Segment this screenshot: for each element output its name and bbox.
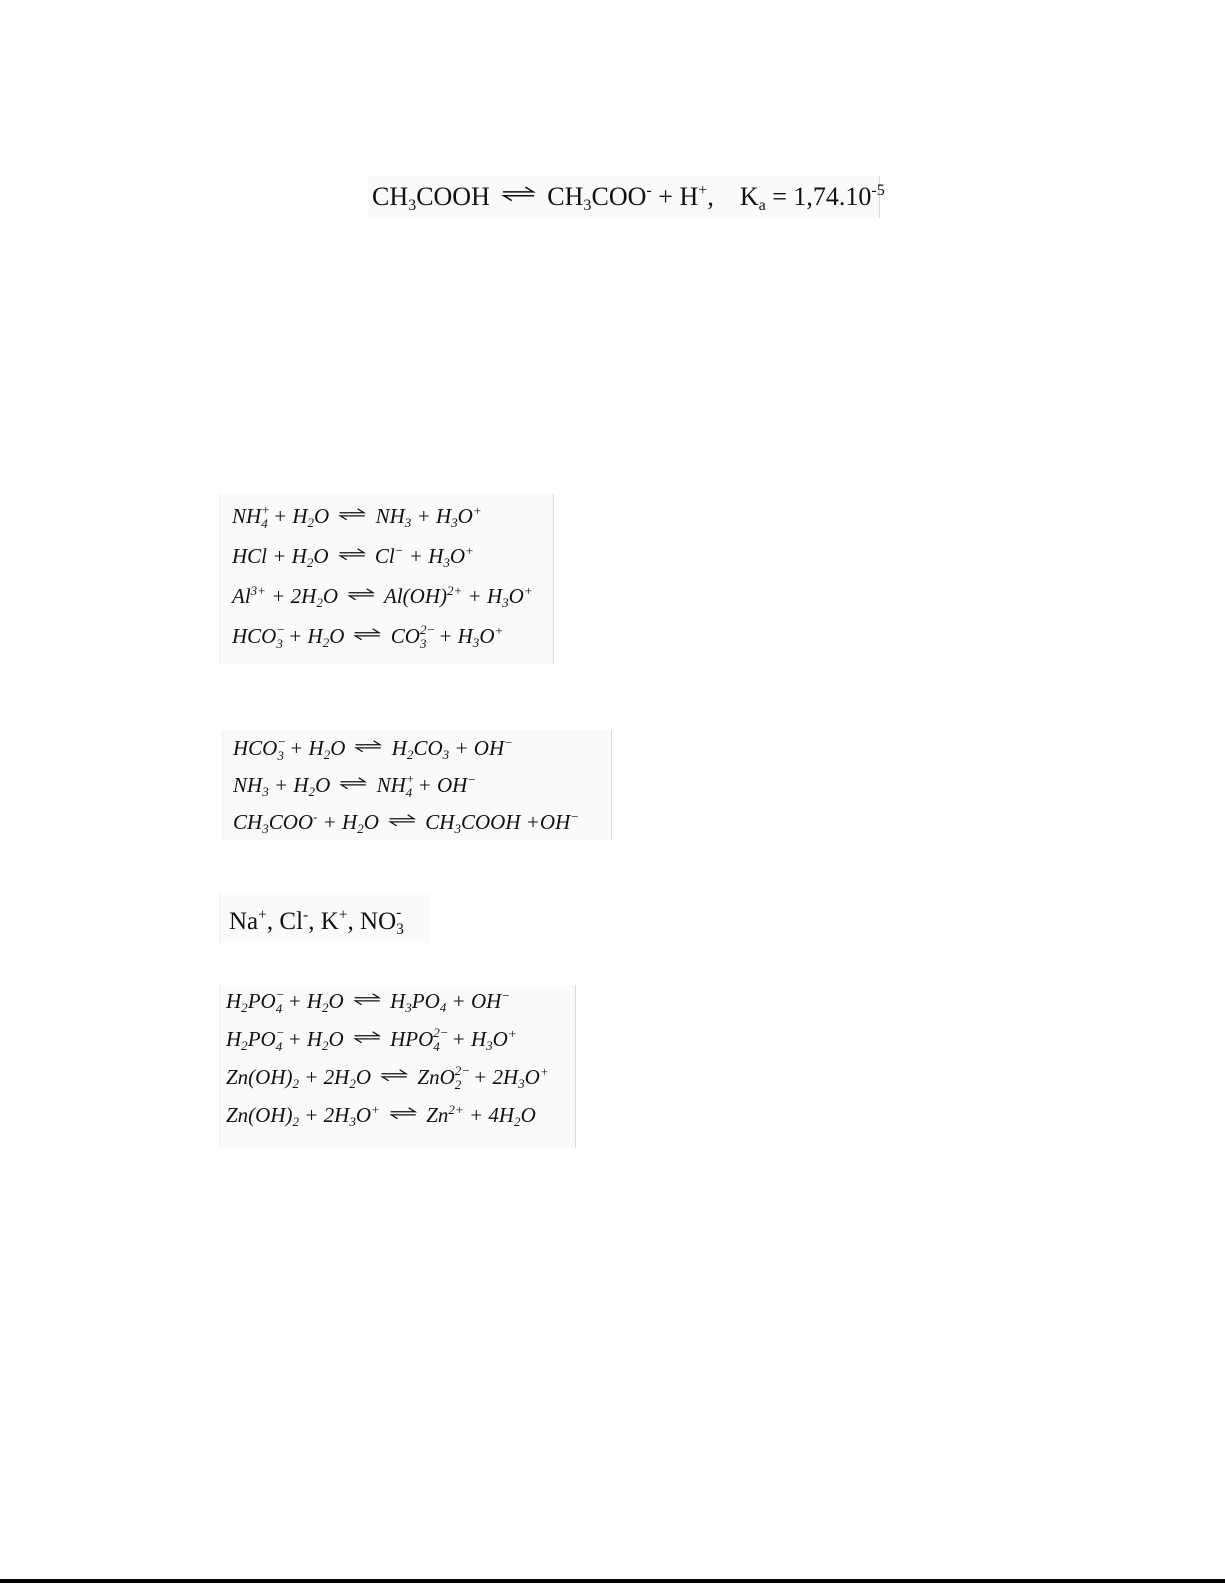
product-proton: H+ <box>679 182 708 211</box>
product-acetate: $CH_3COO^-$ <box>547 182 652 215</box>
equilibrium-arrow-icon <box>353 628 381 641</box>
base-equations-box <box>222 730 612 840</box>
neutral-ions: Na+, Cl-, K+, NO - 3 <box>229 903 404 939</box>
equilibrium-arrow-icon <box>389 1107 417 1120</box>
acid-equation: HCl + $H_2O$ $Cl^- + H_3O^+$ <box>232 542 474 571</box>
amphoteric-equation: $Zn(OH)_2 + 2H_3O^+$ $Zn^{2+} + 4H_2O$ <box>226 1101 536 1130</box>
equilibrium-arrow-icon <box>339 777 367 790</box>
acetic-acid-ka-equation <box>368 176 885 218</box>
reactant: $CH_3COOH$ <box>372 182 490 215</box>
page-bottom-border <box>0 1579 1225 1583</box>
acid-equations-box <box>219 494 554 664</box>
amphoteric-equations-box <box>219 985 576 1148</box>
amphoteric-equation: $H_2PO$ − 4 + $H_2O$ $H_3PO_4 + OH^-$ <box>226 986 511 1017</box>
equilibrium-arrow-icon <box>338 508 366 521</box>
acid-equation: HCO − 3 + $H_2O$ CO 2− 3 + $H_3O^+$ <box>232 621 504 652</box>
acid-equation: NH + 4 + $H_2O$ $NH_3 + H_3O^+$ <box>232 501 482 532</box>
equilibrium-arrow-icon <box>354 740 382 753</box>
equilibrium-arrow-icon <box>501 186 536 202</box>
acid-equation: $Al^{3+} + 2H_2O$ $Al(OH)^{2+} + H_3O^+$ <box>232 582 533 611</box>
base-equation: $CH_3COO^- + H_2O$ $CH_3COOH +OH^-$ <box>233 808 580 837</box>
amphoteric-equation: $H_2PO$ − 4 + $H_2O$ HPO 2− 4 + $H_3O^+$ <box>226 1024 517 1055</box>
equilibrium-arrow-icon <box>353 1031 381 1044</box>
base-equation: HCO − 3 + $H_2O$ $H_2CO_3 + OH^-$ <box>233 733 513 764</box>
amphoteric-equation: $Zn(OH)_2 + 2H_2O$ ZnO 2− 2 + $2H_3O^+$ <box>226 1062 549 1093</box>
ka-value: $1,74.10^{-5}$ <box>793 182 885 211</box>
equilibrium-arrow-icon <box>388 814 416 827</box>
neutral-ions-box <box>219 893 430 943</box>
ka-label: $K_a$ <box>739 182 766 215</box>
equilibrium-arrow-icon <box>338 548 366 561</box>
equilibrium-arrow-icon <box>353 993 381 1006</box>
equilibrium-arrow-icon <box>347 588 375 601</box>
base-equation: $NH_3 + H_2O$ NH + 4 + OH− <box>233 770 477 801</box>
equilibrium-arrow-icon <box>380 1069 408 1082</box>
equation-line: $CH_3COOH$ $CH_3COO^- + H^+$, $K_a = 1,74.10^{-5}$ <box>372 182 885 215</box>
